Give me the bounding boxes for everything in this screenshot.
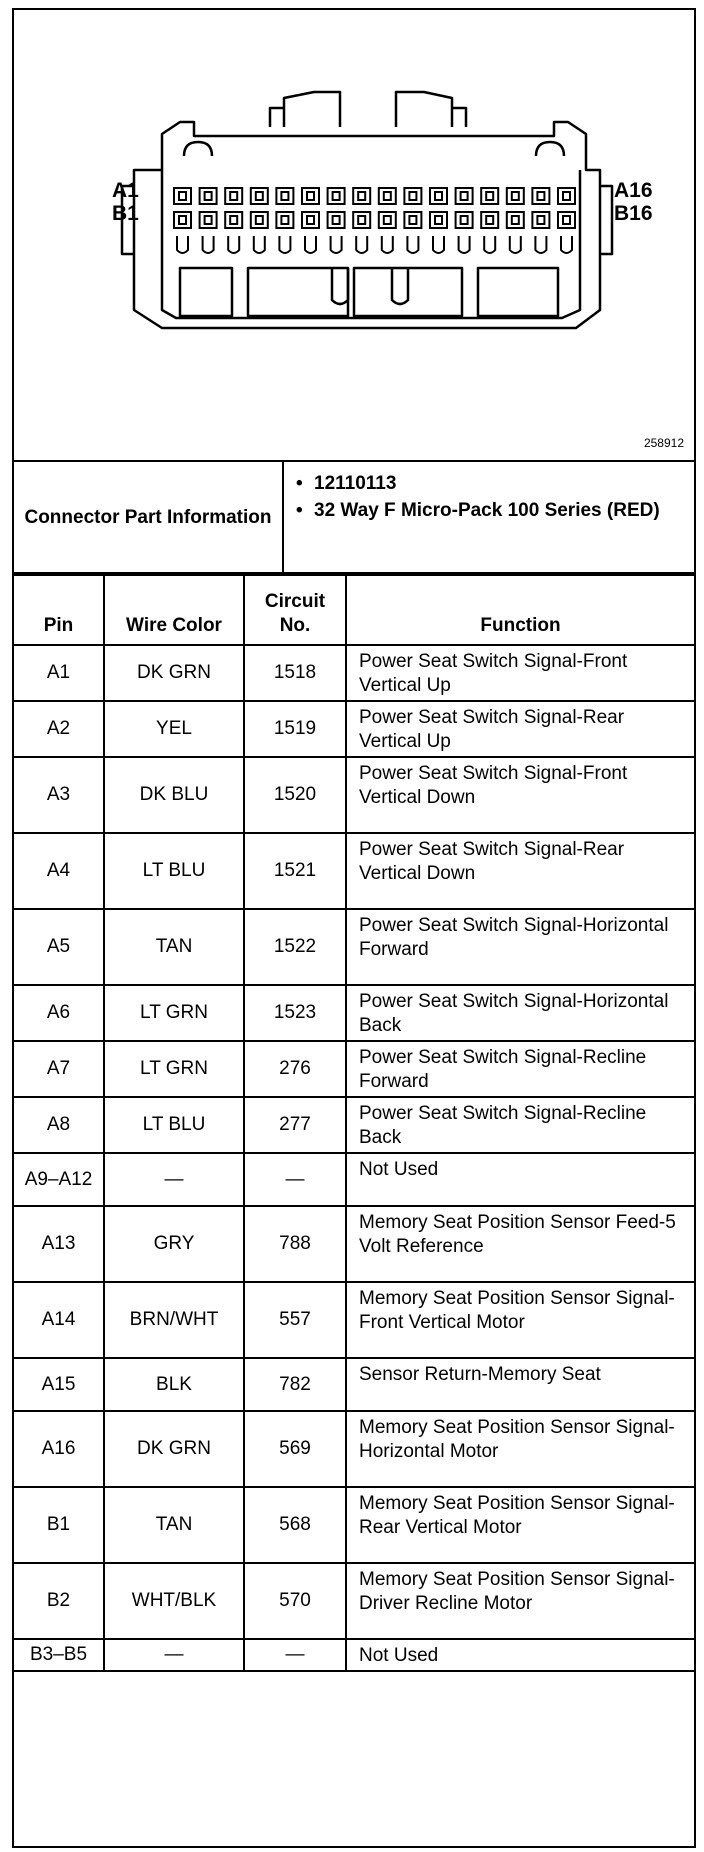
function-cell: Power Seat Switch Signal-Recline Back (346, 1097, 694, 1153)
circuit-cell: 276 (244, 1041, 346, 1097)
connector-description: • 32 Way F Micro-Pack 100 Series (RED) (296, 500, 660, 521)
connector-figure (14, 10, 694, 462)
wire-color-cell: TAN (104, 1487, 244, 1563)
circuit-cell: 570 (244, 1563, 346, 1639)
table-row (14, 1411, 694, 1487)
table-row (14, 757, 694, 833)
table-row (14, 1041, 694, 1097)
table-header-row (14, 575, 694, 645)
function-cell: Sensor Return-Memory Seat (346, 1358, 694, 1411)
wire-color-cell: BRN/WHT (104, 1282, 244, 1358)
pin-cell: A2 (14, 701, 104, 757)
circuit-cell: 1522 (244, 909, 346, 985)
pin-a1-label: A1 (112, 179, 139, 202)
circuit-cell: 1521 (244, 833, 346, 909)
wire-color-cell: LT BLU (104, 833, 244, 909)
wire-color-cell: TAN (104, 909, 244, 985)
wire-color-cell: DK GRN (104, 1411, 244, 1487)
function-cell: Not Used (346, 1639, 694, 1671)
table-row (14, 1358, 694, 1411)
pin-cell: B1 (14, 1487, 104, 1563)
circuit-cell: 1520 (244, 757, 346, 833)
circuit-cell: 277 (244, 1097, 346, 1153)
circuit-cell: 557 (244, 1282, 346, 1358)
function-cell: Power Seat Switch Signal-Front Vertical Up (346, 645, 694, 701)
function-cell: Power Seat Switch Signal-Rear Vertical Down (346, 833, 694, 909)
function-cell: Memory Seat Position Sensor Feed-5 Volt Reference (346, 1206, 694, 1282)
pin-cell: A8 (14, 1097, 104, 1153)
pin-cell: A13 (14, 1206, 104, 1282)
wire-color-cell: DK GRN (104, 645, 244, 701)
pin-cell: B2 (14, 1563, 104, 1639)
table-row (14, 1487, 694, 1563)
pin-cell: A16 (14, 1411, 104, 1487)
connector-part-information (14, 462, 694, 574)
wire-color-cell: DK BLU (104, 757, 244, 833)
table-row (14, 985, 694, 1041)
wire-color-cell: — (104, 1639, 244, 1671)
wire-color-cell: WHT/BLK (104, 1563, 244, 1639)
circuit-cell: — (244, 1639, 346, 1671)
pin-table (14, 574, 694, 1672)
connector-drawing-icon (14, 10, 694, 460)
wire-color-cell: YEL (104, 701, 244, 757)
table-row (14, 1563, 694, 1639)
col-header-circuit: Circuit No. (244, 575, 346, 645)
bullet-icon: • (296, 500, 303, 521)
function-cell: Memory Seat Position Sensor Signal-Horizontal Motor (346, 1411, 694, 1487)
pin-cell: A4 (14, 833, 104, 909)
table-row (14, 701, 694, 757)
table-row (14, 833, 694, 909)
circuit-cell: 568 (244, 1487, 346, 1563)
function-cell: Power Seat Switch Signal-Horizontal Back (346, 985, 694, 1041)
col-header-function: Function (346, 575, 694, 645)
pin-cell: A7 (14, 1041, 104, 1097)
function-cell: Power Seat Switch Signal-Horizontal Forward (346, 909, 694, 985)
pin-b16-label: B16 (614, 202, 653, 225)
table-row (14, 1097, 694, 1153)
function-cell: Power Seat Switch Signal-Rear Vertical Up (346, 701, 694, 757)
circuit-cell: 1523 (244, 985, 346, 1041)
bullet-icon: • (296, 473, 303, 494)
pin-cell: A14 (14, 1282, 104, 1358)
pin-cell: A6 (14, 985, 104, 1041)
table-row (14, 909, 694, 985)
pin-cell: A3 (14, 757, 104, 833)
connector-part-number: • 12110113 (296, 473, 397, 494)
circuit-cell: 782 (244, 1358, 346, 1411)
function-cell: Power Seat Switch Signal-Front Vertical Down (346, 757, 694, 833)
connector-info-header: Connector Part Information (14, 462, 284, 572)
pin-cell: A5 (14, 909, 104, 985)
function-cell: Memory Seat Position Sensor Signal-Rear Vertical Motor (346, 1487, 694, 1563)
function-cell: Memory Seat Position Sensor Signal-Driver Recline Motor (346, 1563, 694, 1639)
wire-color-cell: GRY (104, 1206, 244, 1282)
connector-info-list (296, 472, 686, 526)
function-cell: Memory Seat Position Sensor Signal-Front Vertical Motor (346, 1282, 694, 1358)
figure-number: 258912 (643, 436, 684, 450)
pin-cell: A15 (14, 1358, 104, 1411)
pin-a16-label: A16 (614, 179, 653, 202)
wire-color-cell: LT BLU (104, 1097, 244, 1153)
function-cell: Power Seat Switch Signal-Recline Forward (346, 1041, 694, 1097)
table-row (14, 1153, 694, 1206)
wire-color-cell: LT GRN (104, 985, 244, 1041)
col-header-wire-color: Wire Color (104, 575, 244, 645)
circuit-cell: 569 (244, 1411, 346, 1487)
table-row (14, 1206, 694, 1282)
wire-color-cell: — (104, 1153, 244, 1206)
wire-color-cell: BLK (104, 1358, 244, 1411)
pin-b1-label: B1 (112, 202, 139, 225)
function-cell: Not Used (346, 1153, 694, 1206)
circuit-cell: 1518 (244, 645, 346, 701)
circuit-cell: — (244, 1153, 346, 1206)
circuit-cell: 1519 (244, 701, 346, 757)
table-row (14, 645, 694, 701)
pin-cell: A1 (14, 645, 104, 701)
wire-color-cell: LT GRN (104, 1041, 244, 1097)
pin-cell: A9–A12 (14, 1153, 104, 1206)
table-row (14, 1282, 694, 1358)
col-header-pin: Pin (14, 575, 104, 645)
table-row (14, 1639, 694, 1671)
circuit-cell: 788 (244, 1206, 346, 1282)
pin-cell: B3–B5 (14, 1639, 104, 1671)
connector-end-view-sheet (12, 8, 696, 1848)
